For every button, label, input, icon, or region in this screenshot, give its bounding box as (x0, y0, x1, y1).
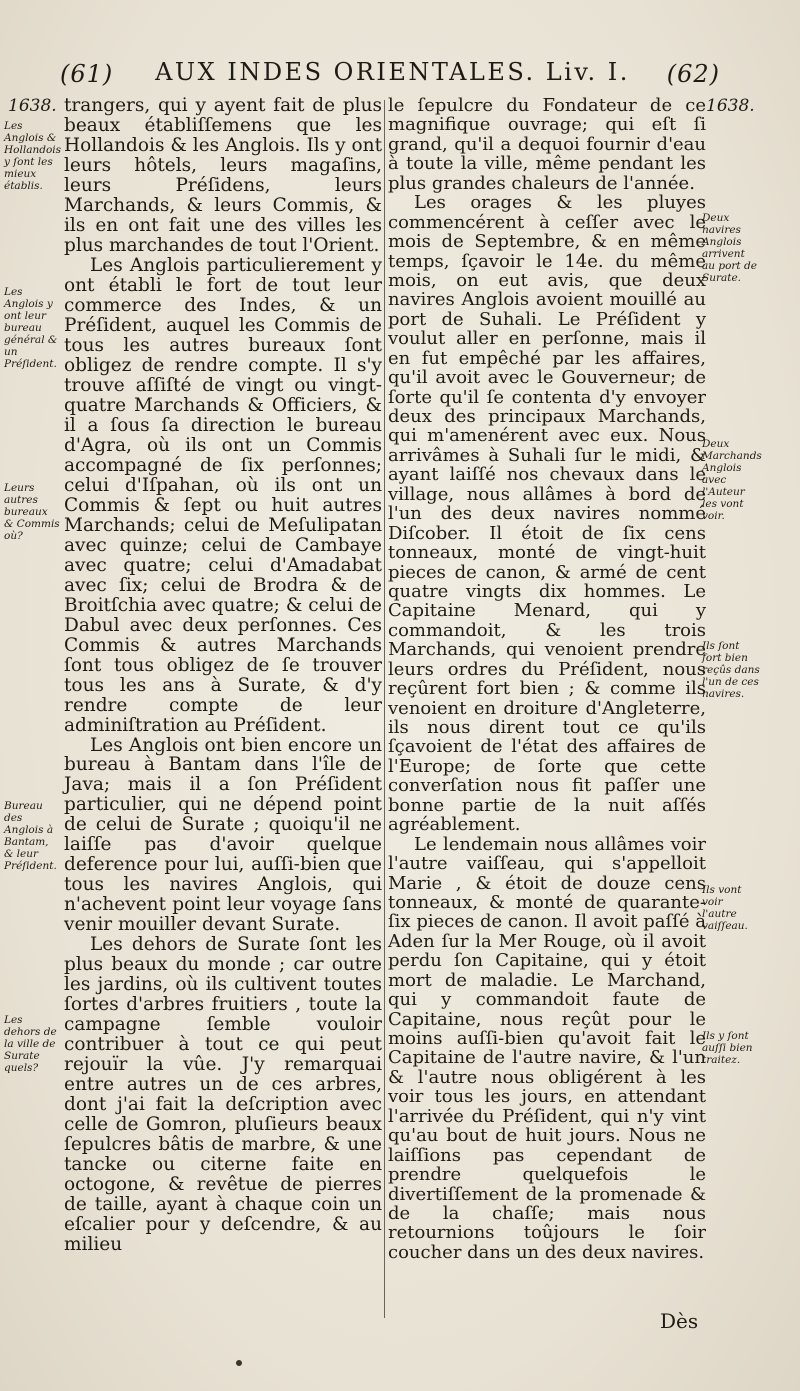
paragraph: Le lendemain nous allâmes voir l'autre vaiſſeau, qui s'appelloit Marie , & étoit de douze cens tonneaux, & monté de quarante-ſix pieces de canon. Il avoit paſſé à Aden ſur la Mer Rouge, où il avoit perdu ſon Capitaine, qui y étoit mort de maladie. Le Marchand, qui y commandoit faute de Capitaine, nous reçût pour le moins auſſi-bien qu'avoit fait le Capitaine de l'autre navire, & l'un & l'autre nous obligérent à les voir tous les jours, en attendant l'arrivée du Préſident, qui n'y vint qu'au bout de huit jours. Nous ne laiſſions pas cependant de prendre quelquefois le divertiſſement de la promenade & de la chaſſe; mais nous retournions toûjours le ſoir coucher dans un des deux navires. (388, 833, 706, 1263)
margin-note: Les Anglois y ont leur bureau général & un Préſident. (4, 286, 58, 370)
margin-note: Les dehors de la ville de Surate quels? (4, 1014, 57, 1074)
catchword: Dès (660, 1309, 699, 1333)
ink-speck (236, 1360, 242, 1366)
running-title: AUX INDES ORIENTALES. Liv. I. (155, 58, 630, 86)
margin-note: Les Anglois & Hollandois y ſont les mieux établis. (4, 120, 62, 192)
paragraph: le ſepulcre du Fondateur de ce magnifique ouvrage; qui eſt ſi grand, qu'il a dequoi fournir d'eau à toute la ville, même pendant les plus grandes chaleurs de l'année. (388, 95, 706, 194)
paragraph: Les dehors de Surate ſont les plus beaux du monde ; car outre les jardins, où ils cultivent toutes ſortes d'arbres fruitiers , toute la campagne ſemble vouloir contribuer à tout ce qui peut rejouïr la vûe. J'y remarquai entre autres un de ces arbres, dont j'ai fait la deſcription avec celle de Gomron, pluſieurs beaux ſepulcres bâtis de marbre, & une tancke ou citerne faite en octogone, & revêtue de pierres de taille, ayant à chaque coin un eſcalier pour y deſcendre, & au milieu (64, 934, 382, 1256)
page-header (60, 58, 720, 94)
paragraph: Les Anglois ont bien encore un bureau à Bantam dans l'île de Java; mais il a ſon Préſident particulier, qui ne dépend point de celui de Surate ; quoiqu'il ne laiſſe pas d'avoir quelque deference pour lui, auſſi-bien que tous les navires Anglois, qui n'achevent point leur voyage ſans venir mouiller devant Surate. (64, 734, 382, 936)
margin-note: Deux Marchands Anglois avec l'Auteur les vont voir. (702, 438, 762, 522)
column-divider (384, 100, 385, 1318)
margin-note: Deux navires Anglois arrivent au port de Surate. (702, 212, 757, 284)
paragraph: Les Anglois particulierement y ont établi le fort de tout leur commerce des Indes, & un Préſident, auquel les Commis de tous les autres bureaux ſont obligez de rendre compte. Il s'y trouve aſſiſté de vingt ou vingt-quatre Marchands & Officiers, & il a ſous ſa direction le bureau d'Agra, où ils ont un Commis accompagné de ſix perſonnes; celui d'Iſpahan, où ils ont un Commis & ſept ou huit autres Marchands; celui de Meſulipatan avec quinze; celui de Cambaye avec quatre; celui d'Amadabat avec ſix; celui de Brodra & de Broitſchia avec quatre; & celui de Dabul avec deux perſonnes. Ces Commis & autres Marchands ſont tous obligez de ſe trouver tous les ans à Surate, & d'y rendre compte de leur adminiſtration au Préſident. (64, 254, 382, 736)
margin-note: Leurs autres bureaux & Commis où? (4, 482, 60, 542)
year-left: 1638. (8, 96, 57, 116)
page-number-right: (62) (666, 60, 720, 88)
page-number-left: (61) (60, 60, 114, 88)
margin-note: Ils ſont fort bien reçûs dans l'un de ces navires. (702, 640, 760, 700)
margin-note: Ils vont voir l'autre vaiſſeau. (702, 884, 748, 932)
year-right: 1638. (706, 96, 755, 116)
left-column (64, 96, 382, 1255)
right-column (388, 96, 706, 1262)
margin-note: Bureau des Anglois à Bantam, & leur Préſident. (4, 800, 57, 872)
paragraph: trangers, qui y ayent fait de plus beaux établiſſemens que les Hollandois & les Anglois. Ils y ont leurs hôtels, leurs magaſins, leurs Préſidens, leurs Marchands, & leurs Commis, & ils en ont fait une des villes les plus marchandes de tout l'Orient. (64, 95, 382, 256)
margin-note: Ils y ſont auſſi bien traitez. (702, 1030, 753, 1066)
paragraph: Les orages & les pluyes commencérent à ceſſer avec le mois de Septembre, & en même temps, ſçavoir le 14e. du même mois, on eut avis, que deux navires Anglois avoient mouillé au port de Suhali. Le Préſident y voulut aller en perſonne, mais il en fut empêché par les affaires, qu'il avoit avec le Gouverneur; de ſorte qu'il ſe contenta d'y envoyer deux des principaux Marchands, qui m'amenérent avec eux. Nous arrivâmes à Suhali ſur le midi, & ayant laiſſé nos chevaux dans le village, nous allâmes à bord de l'un des deux navires nommé Diſcober. Il étoit de ſix cens tonneaux, monté de vingt-huit pieces de canon, & armé de cent quatre vingts dix hommes. Le Capitaine Menard, qui y commandoit, & les trois Marchands, qui venoient prendre leurs ordres du Préſident, nous reçûrent fort bien ; & comme ils venoient en droiture d'Angleterre, ils nous dirent tout ce qu'ils ſçavoient de l'état des affaires de l'Europe; de ſorte que cette converſation nous fit paſſer une bonne partie de la nuit aſſés agréablement. (388, 192, 706, 836)
